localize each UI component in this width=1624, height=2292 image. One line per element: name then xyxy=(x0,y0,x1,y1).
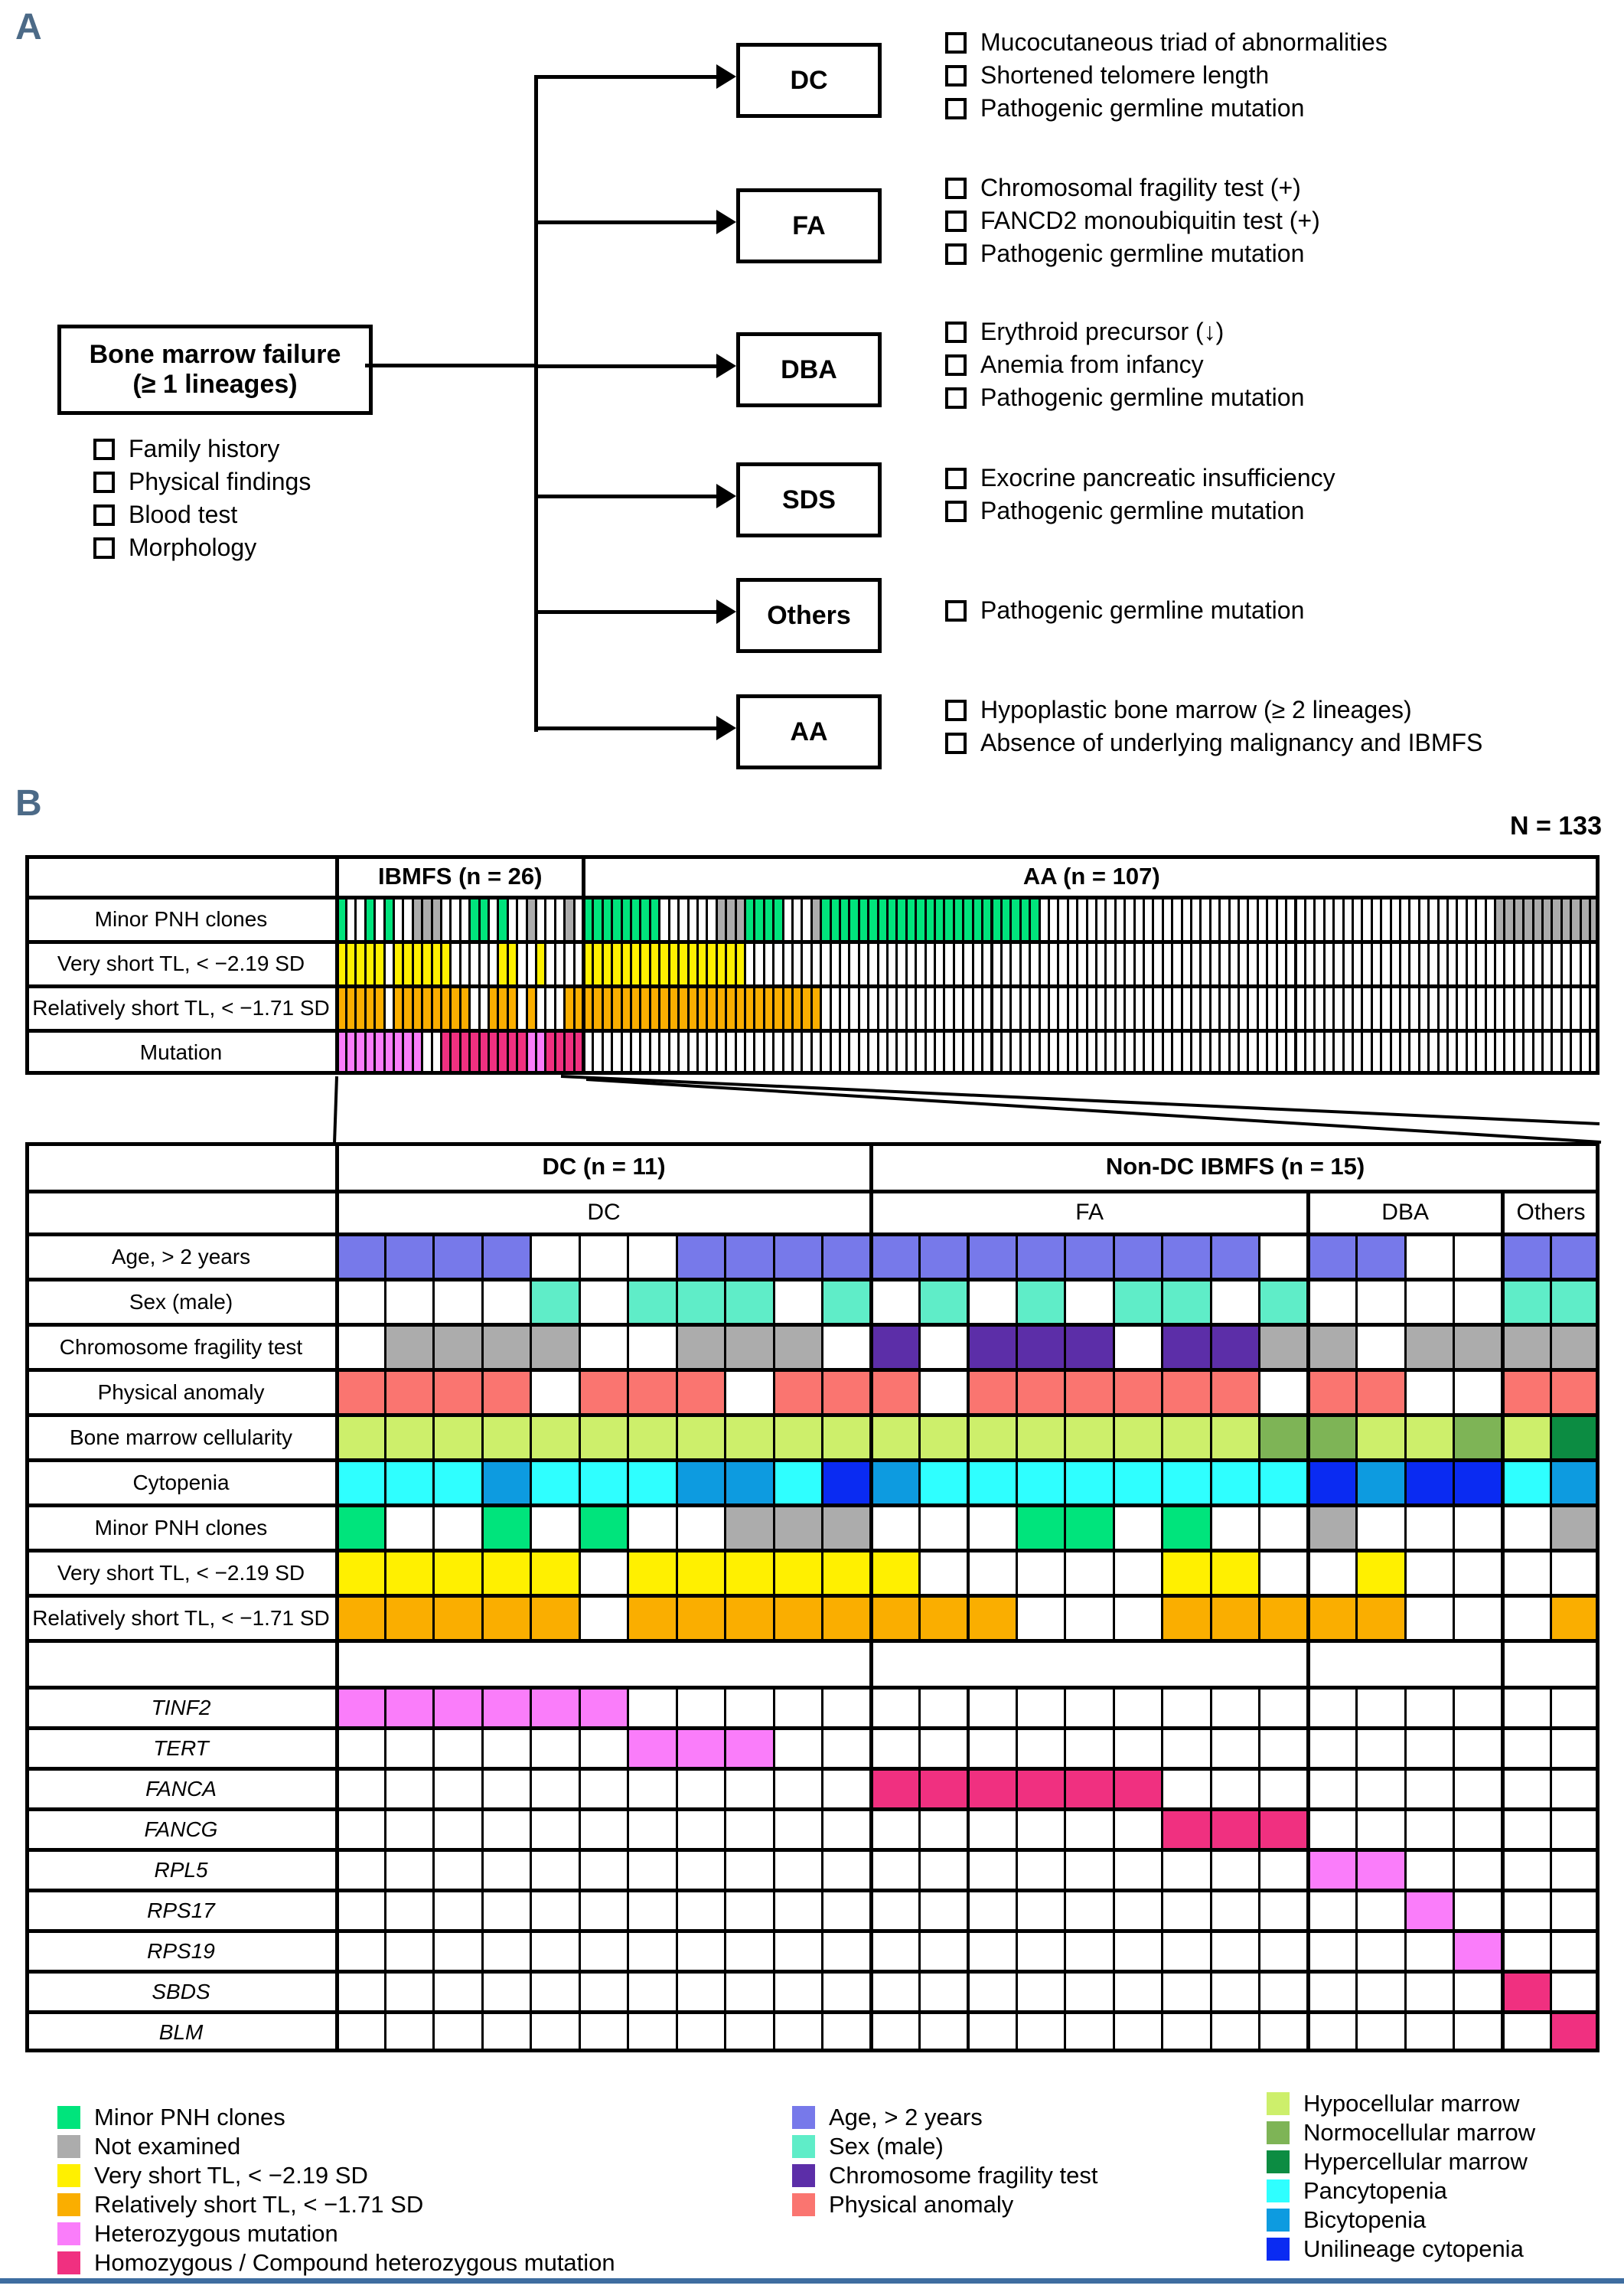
criteria-label: Shortened telomere length xyxy=(980,60,1270,89)
branch-box-others: Others xyxy=(736,578,882,653)
row-label: Age, > 2 years xyxy=(27,1236,336,1278)
legend-label: Very short TL, < −2.19 SD xyxy=(94,2162,368,2189)
grid-outline xyxy=(25,1142,1600,2052)
legend-swatch-icon xyxy=(57,2251,80,2274)
checkbox-icon xyxy=(93,537,115,559)
legend-item xyxy=(792,2162,1097,2189)
branch-box-fa: FA xyxy=(736,188,882,263)
checkbox-icon xyxy=(945,600,967,622)
arrowhead-icon xyxy=(716,64,736,89)
row-label: TERT xyxy=(27,1730,336,1767)
criteria-label: Absence of underlying malignancy and IBMFS xyxy=(980,729,1483,756)
row-label: Physical anomaly xyxy=(27,1372,336,1413)
legend-label: Minor PNH clones xyxy=(94,2104,285,2130)
row-label: SBDS xyxy=(27,1974,336,2010)
flow-connector-line xyxy=(365,364,536,367)
criteria-label: Mucocutaneous triad of abnormalities xyxy=(980,28,1388,56)
top-grid xyxy=(25,855,1600,1075)
bone-marrow-failure-box xyxy=(57,325,373,415)
legend-swatch-icon xyxy=(792,2106,815,2129)
legend-swatch-icon xyxy=(1267,2209,1290,2232)
column-group-header: AA (n = 107) xyxy=(585,857,1598,896)
root-check-item xyxy=(93,501,237,529)
checkbox-icon xyxy=(945,65,967,87)
row-label: FANCG xyxy=(27,1811,336,1848)
legend-label: Age, > 2 years xyxy=(829,2104,983,2130)
criteria-item xyxy=(945,596,1304,625)
row-label: Very short TL, < −2.19 SD xyxy=(27,1552,336,1594)
checkbox-icon xyxy=(93,439,115,460)
flow-branch-line xyxy=(536,364,718,368)
checkbox-icon xyxy=(945,211,967,232)
legend-item xyxy=(57,2191,423,2219)
legend-label: Relatively short TL, < −1.71 SD xyxy=(94,2191,424,2218)
flow-branch-line xyxy=(536,495,718,498)
branch-box-aa: AA xyxy=(736,694,882,769)
row-label: Relatively short TL, < −1.71 SD xyxy=(27,1598,336,1639)
legend-item xyxy=(792,2133,944,2160)
legend-label: Heterozygous mutation xyxy=(94,2220,338,2247)
criteria-label: Pathogenic germline mutation xyxy=(980,596,1305,624)
legend-label: Normocellular marrow xyxy=(1303,2119,1536,2146)
criteria-item xyxy=(945,497,1304,525)
legend-item xyxy=(1267,2235,1524,2263)
bmf-line1: Bone marrow failure xyxy=(89,340,341,369)
checkbox-icon xyxy=(93,504,115,526)
row-label: Bone marrow cellularity xyxy=(27,1417,336,1458)
legend-swatch-icon xyxy=(1267,2179,1290,2202)
row-label: RPL5 xyxy=(27,1852,336,1889)
root-check-item xyxy=(93,435,279,463)
legend-swatch-icon xyxy=(57,2193,80,2216)
branch-box-sds: SDS xyxy=(736,462,882,537)
bone-marrow-failure-text xyxy=(90,340,341,400)
legend-label: Pancytopenia xyxy=(1303,2177,1447,2204)
column-subgroup-header: DC xyxy=(338,1193,870,1233)
column-subgroup-header: FA xyxy=(872,1193,1307,1233)
criteria-label: Erythroid precursor (↓) xyxy=(980,317,1225,345)
checkbox-icon xyxy=(945,501,967,522)
criteria-item xyxy=(945,729,1482,757)
root-check-item xyxy=(93,534,256,562)
legend-item xyxy=(57,2104,285,2131)
row-label: Minor PNH clones xyxy=(27,1507,336,1549)
flow-trunk-line xyxy=(534,75,538,732)
legend-item xyxy=(57,2162,368,2189)
checkbox-icon xyxy=(945,243,967,265)
legend-item xyxy=(57,2249,615,2277)
checkbox-icon xyxy=(945,354,967,376)
arrowhead-icon xyxy=(716,716,736,740)
legend-label: Chromosome fragility test xyxy=(829,2162,1098,2189)
criteria-item xyxy=(945,318,1224,346)
legend-swatch-icon xyxy=(1267,2150,1290,2173)
criteria-item xyxy=(945,207,1320,235)
criteria-item xyxy=(945,384,1304,412)
legend-item xyxy=(792,2104,983,2131)
checkbox-icon xyxy=(945,387,967,409)
criteria-item xyxy=(945,61,1269,90)
branch-box-dba: DBA xyxy=(736,332,882,407)
n-total-label: N = 133 xyxy=(1509,811,1602,841)
legend-item xyxy=(57,2133,240,2160)
checkbox-icon xyxy=(945,733,967,754)
legend-label: Homozygous / Compound heterozygous mutation xyxy=(94,2249,615,2276)
row-label: Cytopenia xyxy=(27,1462,336,1504)
criteria-item xyxy=(945,94,1304,122)
row-label: BLM xyxy=(27,2014,336,2051)
root-check-label: Family history xyxy=(129,435,280,462)
criteria-item xyxy=(945,351,1204,379)
legend-swatch-icon xyxy=(1267,2092,1290,2115)
legend-label: Not examined xyxy=(94,2133,241,2160)
criteria-item xyxy=(945,696,1412,724)
legend-swatch-icon xyxy=(1267,2121,1290,2144)
legend-swatch-icon xyxy=(57,2164,80,2187)
legend-item xyxy=(1267,2177,1447,2205)
column-subgroup-header: Others xyxy=(1504,1193,1599,1233)
checkbox-icon xyxy=(945,98,967,119)
flow-branch-line xyxy=(536,75,718,79)
flow-branch-line xyxy=(536,610,718,614)
criteria-item xyxy=(945,464,1335,492)
checkbox-icon xyxy=(945,468,967,489)
criteria-label: Pathogenic germline mutation xyxy=(980,93,1305,122)
criteria-label: Chromosomal fragility test (+) xyxy=(980,173,1301,201)
criteria-label: Pathogenic germline mutation xyxy=(980,497,1305,524)
legend-item xyxy=(1267,2090,1520,2117)
legend-swatch-icon xyxy=(1267,2238,1290,2261)
row-label: Chromosome fragility test xyxy=(27,1327,336,1368)
lower-grid xyxy=(25,1142,1600,2052)
criteria-label: Anemia from infancy xyxy=(980,350,1204,378)
legend-item xyxy=(1267,2119,1535,2147)
arrowhead-icon xyxy=(716,599,736,624)
legend-label: Hypocellular marrow xyxy=(1303,2090,1520,2117)
flow-branch-line xyxy=(536,220,718,224)
row-label: Mutation xyxy=(27,1033,336,1073)
legend-label: Physical anomaly xyxy=(829,2191,1014,2218)
column-group-header: IBMFS (n = 26) xyxy=(338,857,583,896)
grid-outline xyxy=(25,855,1600,1075)
criteria-item xyxy=(945,240,1304,268)
legend-label: Sex (male) xyxy=(829,2133,944,2160)
legend-swatch-icon xyxy=(57,2222,80,2245)
criteria-label: Hypoplastic bone marrow (≥ 2 lineages) xyxy=(980,696,1412,723)
flow-branch-line xyxy=(536,726,718,730)
criteria-label: Pathogenic germline mutation xyxy=(980,383,1305,411)
legend-swatch-icon xyxy=(792,2193,815,2216)
row-label: Very short TL, < −2.19 SD xyxy=(27,944,336,984)
legend-item xyxy=(57,2220,338,2248)
legend-swatch-icon xyxy=(57,2106,80,2129)
column-group-header: DC (n = 11) xyxy=(338,1144,870,1190)
checkbox-icon xyxy=(945,322,967,343)
row-label: Relatively short TL, < −1.71 SD xyxy=(27,988,336,1029)
legend-swatch-icon xyxy=(57,2135,80,2158)
row-label: RPS17 xyxy=(27,1892,336,1929)
row-label: Minor PNH clones xyxy=(27,899,336,940)
column-subgroup-header: DBA xyxy=(1309,1193,1502,1233)
checkbox-icon xyxy=(93,472,115,493)
criteria-label: Exocrine pancreatic insufficiency xyxy=(980,464,1335,491)
root-check-label: Physical findings xyxy=(129,468,311,495)
row-label: FANCA xyxy=(27,1771,336,1807)
legend-label: Unilineage cytopenia xyxy=(1303,2235,1524,2262)
row-label: TINF2 xyxy=(27,1690,336,1726)
bmf-line2: (≥ 1 lineages) xyxy=(132,370,298,399)
legend-item xyxy=(1267,2148,1528,2176)
arrowhead-icon xyxy=(716,484,736,508)
root-check-label: Morphology xyxy=(129,534,257,561)
row-label: RPS19 xyxy=(27,1933,336,1970)
legend-label: Bicytopenia xyxy=(1303,2206,1427,2233)
criteria-item xyxy=(945,174,1301,202)
branch-box-dc: DC xyxy=(736,43,882,118)
root-check-label: Blood test xyxy=(129,501,238,528)
criteria-label: FANCD2 monoubiquitin test (+) xyxy=(980,206,1320,234)
row-label: Sex (male) xyxy=(27,1281,336,1323)
checkbox-icon xyxy=(945,700,967,721)
legend-item xyxy=(1267,2206,1426,2234)
zoom-wedge-lines xyxy=(0,1073,1624,1150)
panel-a-label: A xyxy=(15,7,42,47)
legend-swatch-icon xyxy=(792,2164,815,2187)
legend-item xyxy=(792,2191,1013,2219)
arrowhead-icon xyxy=(716,354,736,378)
arrowhead-icon xyxy=(716,210,736,234)
root-check-item xyxy=(93,468,311,496)
criteria-item xyxy=(945,28,1388,57)
checkbox-icon xyxy=(945,32,967,54)
criteria-label: Pathogenic germline mutation xyxy=(980,239,1305,267)
bottom-rule xyxy=(0,2278,1624,2284)
checkbox-icon xyxy=(945,178,967,199)
legend-label: Hypercellular marrow xyxy=(1303,2148,1528,2175)
legend-swatch-icon xyxy=(792,2135,815,2158)
panel-b-label: B xyxy=(15,783,42,824)
column-group-header: Non-DC IBMFS (n = 15) xyxy=(872,1144,1599,1190)
